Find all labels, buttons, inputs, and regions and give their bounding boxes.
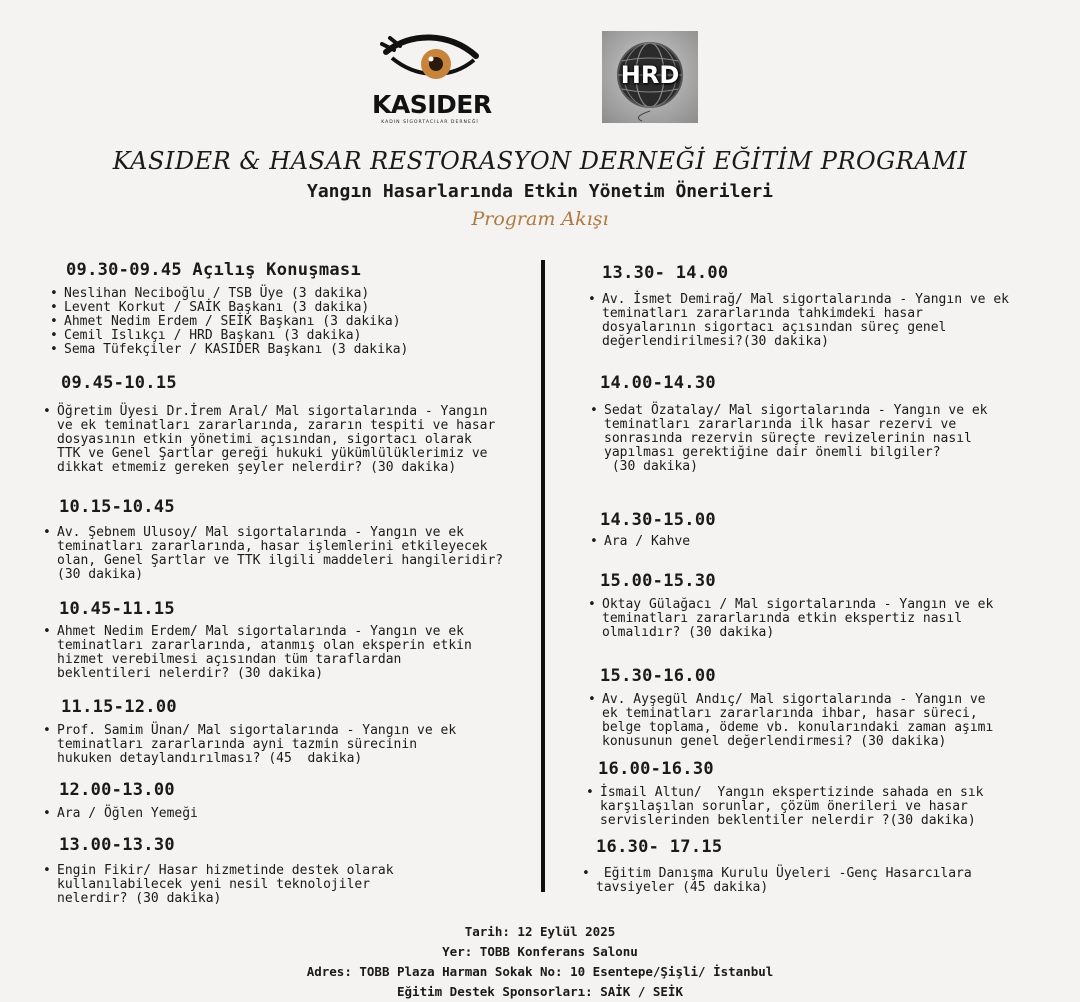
list-item: • Prof. Samim Ünan/ Mal sigortalarında - Yangın ve ek teminatları zararlarında ayni tazmin sürecinin hukuken detaylandırılması? (45 dakika) bbox=[43, 724, 456, 766]
session-time: 14.00-14.30 bbox=[600, 373, 716, 393]
place-value: TOBB Konferans Salonu bbox=[479, 944, 638, 959]
session-block bbox=[43, 373, 495, 475]
session-time: 15.30-16.00 bbox=[600, 666, 716, 686]
session-time: 10.45-11.15 bbox=[59, 599, 175, 619]
session-block bbox=[43, 835, 394, 906]
place-line bbox=[0, 942, 1080, 962]
session-time: 13.00-13.30 bbox=[59, 835, 175, 855]
session-time: 13.30- 14.00 bbox=[602, 263, 729, 283]
session-block bbox=[588, 666, 993, 749]
session-block bbox=[590, 373, 988, 474]
session-block bbox=[588, 263, 1009, 349]
session-time: 10.15-10.45 bbox=[59, 497, 175, 517]
eye-icon bbox=[380, 34, 480, 88]
sponsors-line bbox=[0, 982, 1080, 1002]
session-time: 09.30-09.45 Açılış Konuşması bbox=[66, 260, 361, 280]
session-time: 14.30-15.00 bbox=[600, 510, 716, 530]
date-value: 12 Eylül 2025 bbox=[517, 924, 616, 939]
sponsors-label: Eğitim Destek Sponsorları: bbox=[397, 984, 593, 999]
list-item: • Neslihan Neciboğlu / TSB Üye (3 dakika) bbox=[50, 287, 408, 301]
program-subtitle: Yangın Hasarlarında Etkin Yönetim Önerileri bbox=[307, 181, 773, 202]
list-item: • Ara / Öğlen Yemeği bbox=[43, 807, 198, 821]
session-block bbox=[50, 260, 408, 357]
list-item: • Ara / Kahve bbox=[590, 535, 716, 549]
session-time: 12.00-13.00 bbox=[59, 780, 175, 800]
list-item: • Sedat Özatalay/ Mal sigortalarında - Yangın ve ek teminatları zararlarında ilk hasar rezervi ve sonrasında rezervin süreçte revizelerinin nasıl yapılması gerektiğine dair önemli bilgiler? (30 dakika) bbox=[590, 404, 988, 474]
address-label: Adres: bbox=[306, 964, 352, 979]
list-item: • İsmail Altun/ Yangın ekspertizinde sahada en sık karşılaşılan sorunlar, çözüm önerileri ve hasar servislerinden beklentiler nelerdir ?(30 dakika) bbox=[586, 786, 984, 828]
list-item: • Cemil Islıkçı / HRD Başkanı (3 dakika) bbox=[50, 329, 408, 343]
list-item: • Av. Ayşegül Andıç/ Mal sigortalarında - Yangın ve ek teminatları zararlarında ihbar, hasar süreci, belge toplama, ödeme vb. konularındaki zaman aşımı konusunun genel değerlendirmesi? (30 dakika) bbox=[588, 693, 993, 749]
session-time: 11.15-12.00 bbox=[61, 697, 177, 717]
list-item: • Sema Tüfekçiler / KASIDER Başkanı (3 dakika) bbox=[50, 343, 408, 357]
place-label: Yer: bbox=[442, 944, 473, 959]
session-block bbox=[43, 599, 472, 681]
kasider-logo bbox=[372, 34, 492, 130]
session-block bbox=[43, 780, 198, 821]
session-block bbox=[586, 759, 984, 828]
session-block bbox=[43, 497, 503, 582]
date-label: Tarih: bbox=[464, 924, 510, 939]
session-time: 16.00-16.30 bbox=[598, 759, 714, 779]
list-item: • Öğretim Üyesi Dr.İrem Aral/ Mal sigortalarında - Yangın ve ek teminatları zararlarında, zararın tespiti ve hasar dosyasının etkin yönetimi açısından, sigortacı olarak TTK ve Genel Şartlar gereği hukuki yükümlülüklerimiz ve dikkat etmemiz gereken şeyler nelerdir? (30 dakika) bbox=[43, 405, 495, 475]
kasider-logo-subtitle: KADIN SİGORTACILAR DERNEĞİ bbox=[381, 120, 479, 125]
address-value: TOBB Plaza Harman Sokak No: 10 Esentepe/Şişli/ İstanbul bbox=[359, 964, 774, 979]
session-block bbox=[43, 697, 456, 766]
list-item: • Ahmet Nedim Erdem / SEİK Başkanı (3 dakika) bbox=[50, 315, 408, 329]
session-block bbox=[582, 837, 972, 895]
sponsors-value: SAİK / SEİK bbox=[600, 984, 683, 999]
list-item: • Av. İsmet Demirağ/ Mal sigortalarında - Yangın ve ek teminatları zararlarında tahkimdeki hasar dosyalarının sigortacı açısından süreç genel değerlendirilmesi?(30 dakika) bbox=[588, 293, 1009, 349]
hrd-logo bbox=[602, 31, 698, 123]
session-block bbox=[590, 510, 716, 549]
program-flow-label: Program Akışı bbox=[471, 208, 609, 230]
session-time: 15.00-15.30 bbox=[600, 571, 716, 591]
hrd-logo-text: HRD bbox=[620, 61, 680, 89]
list-item: • Ahmet Nedim Erdem/ Mal sigortalarında - Yangın ve ek teminatları zararlarında, atanmış olan eksperin etkin hizmet verebilmesi açısından tüm taraflardan beklentileri nelerdir? (30 dakika) bbox=[43, 625, 472, 681]
program-title: KASIDER & HASAR RESTORASYON DERNEĞİ EĞİTİM PROGRAMI bbox=[112, 147, 968, 175]
list-item: • Eğitim Danışma Kurulu Üyeleri -Genç Hasarcılara tavsiyeler (45 dakika) bbox=[582, 867, 972, 895]
event-info bbox=[0, 922, 1080, 1002]
session-time: 16.30- 17.15 bbox=[596, 837, 723, 857]
session-block bbox=[588, 571, 993, 640]
session-time: 09.45-10.15 bbox=[61, 373, 177, 393]
list-item: • Levent Korkut / SAİK Başkanı (3 dakika) bbox=[50, 301, 408, 315]
date-line bbox=[0, 922, 1080, 942]
list-item: • Engin Fikir/ Hasar hizmetinde destek olarak kullanılabilecek yeni nesil teknolojiler nelerdir? (30 dakika) bbox=[43, 864, 394, 906]
list-item: • Oktay Gülağacı / Mal sigortalarında - Yangın ve ek teminatları zararlarında etkin ekspertiz nasıl olmalıdır? (30 dakika) bbox=[588, 598, 993, 640]
column-divider bbox=[541, 260, 545, 892]
address-line bbox=[0, 962, 1080, 982]
list-item: • Av. Şebnem Ulusoy/ Mal sigortalarında - Yangın ve ek teminatları zararlarında, hasar işlemlerini etkileyecek olan, Genel Şartlar ve TTK ilgili maddeleri hangileridir? (30 dakika) bbox=[43, 526, 503, 582]
kasider-logo-text: KASIDER bbox=[372, 90, 492, 119]
